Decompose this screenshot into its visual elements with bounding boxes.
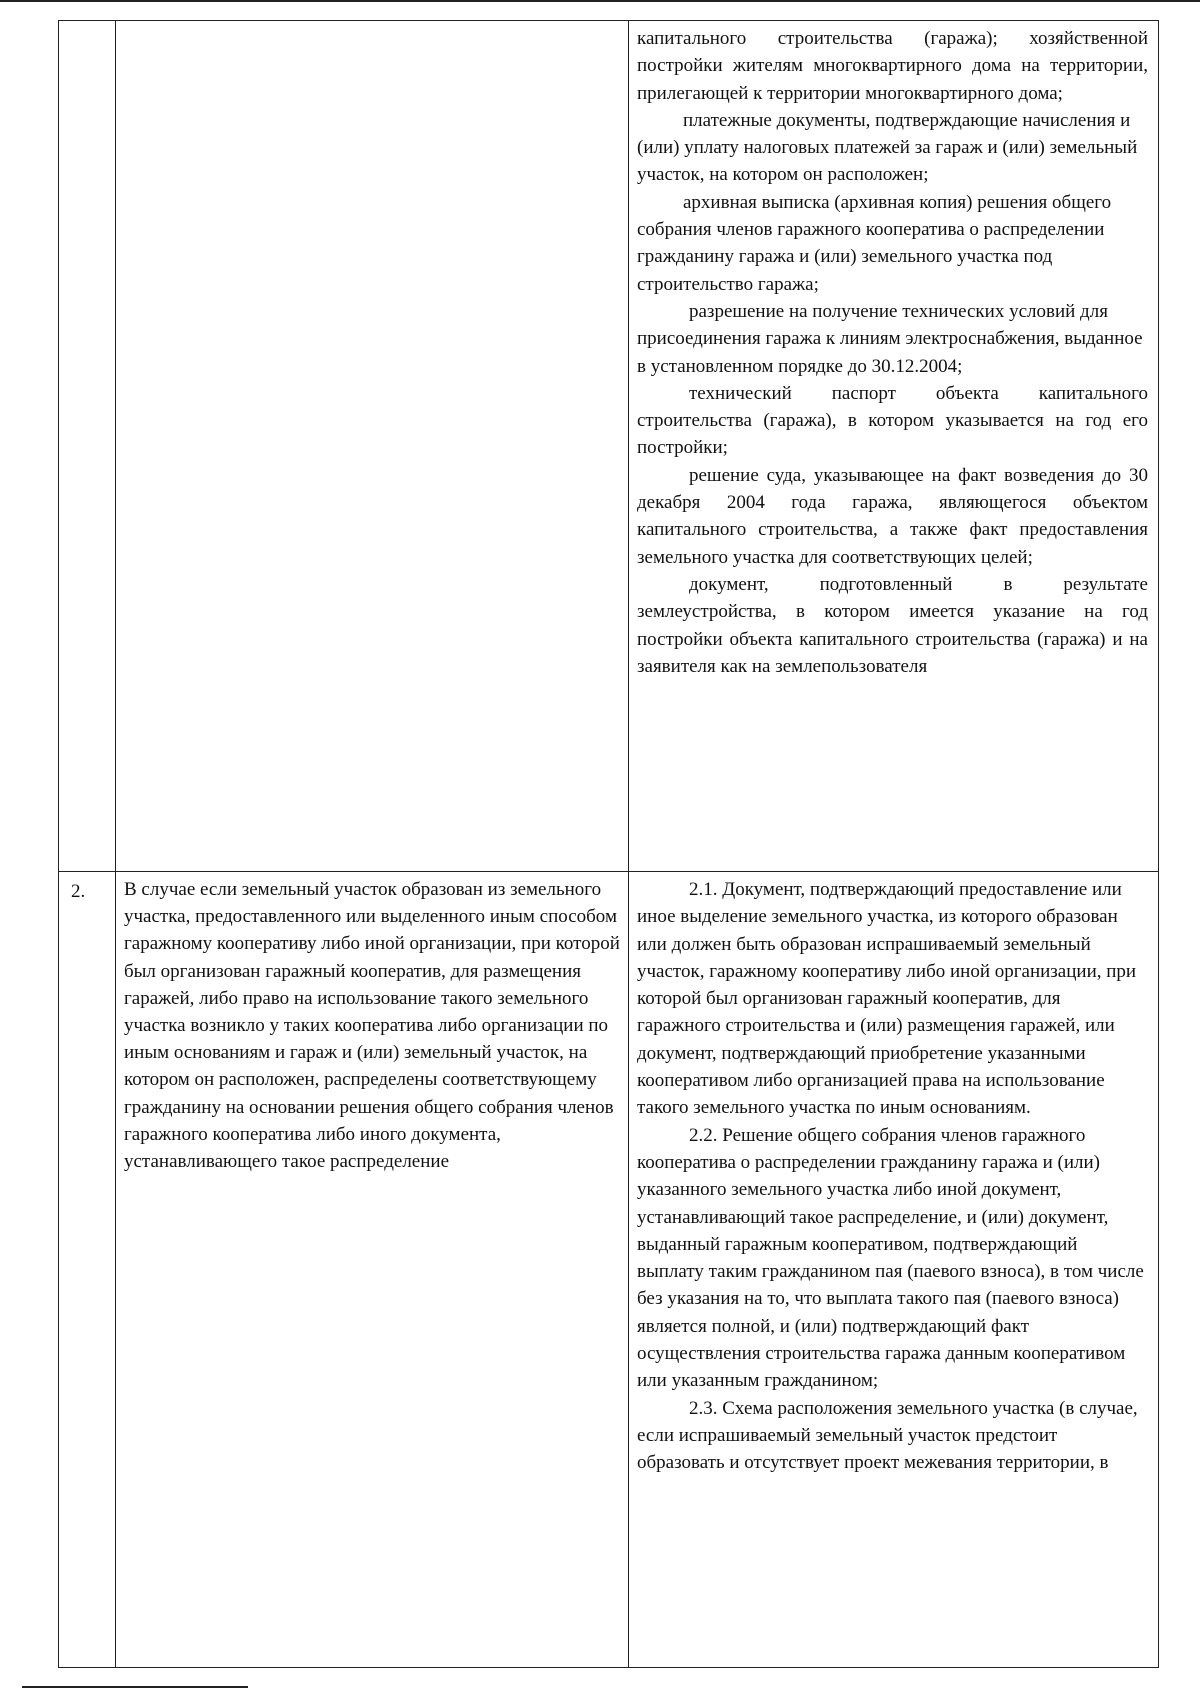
row-number [59, 21, 115, 27]
condition-cell [116, 21, 629, 872]
condition-cell [116, 872, 629, 1668]
document-item: платежные документы, подтверждающие начисления и (или) уплату налоговых платежей за гараж и (или) земельный участок, на котором он расположен; [637, 109, 1138, 186]
condition-text: В случае если земельный участок образован из земельного участка, предоставленного или выделенного иным способом гаражному кооперативу либо иной организации, при которой был организован гаражный кооператив, для размещения гаражей, либо право на использование такого земельного участка возникло у таких кооператива либо организации по иным основаниям и гараж и (или) земельный участок, на котором он расположен, распределены соответствующему гражданину на основании решения общего собрания членов гаражного кооператива либо иного документа, устанавливающего такое распределение [124, 879, 620, 1173]
row-number-cell [59, 21, 116, 872]
documents-list [629, 21, 1158, 680]
condition-text [116, 21, 628, 25]
row-number: 2. [71, 881, 86, 902]
document-item: технический паспорт объекта капитального строительства (гаража), в котором указывается на год его постройки; [637, 382, 1148, 459]
document-item: разрешение на получение технических условий для присоединения гаража к линиям электроснабжения, выданное в установленном порядке до 30.12.2004; [637, 300, 1143, 377]
document-item: 2.2. Решение общего собрания членов гаражного кооператива о распределении гражданину гаража и (или) указанного земельного участка либо иной документ, устанавливающий такое распределение, и (или) документ, выданный гаражным кооперативом, подтверждающий выплату таким гражданином пая (паевого взноса), в том числе без указания на то, что выплата такого пая (паевого взноса) является полной, и (или) подтверждающий факт осуществления строительства гаража данным кооперативом или указанным гражданином; [637, 1124, 1144, 1392]
documents-cell [629, 872, 1159, 1668]
table-row [59, 21, 1159, 872]
page-top-border [0, 0, 1200, 2]
documents-table [58, 20, 1159, 1668]
document-item: решение суда, указывающее на факт возведения до 30 декабря 2004 года гаража, являющегося объектом капитального строительства, а также факт предоставления земельного участка для соответствующих целей; [637, 464, 1148, 568]
document-item: 2.3. Схема расположения земельного участка (в случае, если испрашиваемый земельный участок предстоит образовать и отсутствует проект межевания территории, в [637, 1397, 1138, 1474]
document-item: документ, подготовленный в результате землеустройства, в котором имеется указание на год постройки объекта капитального строительства (гаража) и на заявителя как на землепользователя [637, 573, 1148, 677]
document-item: архивная выписка (архивная копия) решения общего собрания членов гаражного кооператива о распределении гражданину гаража и (или) земельного участка под строительство гаража; [637, 191, 1112, 295]
table-row [59, 872, 1159, 1668]
document-item: 2.1. Документ, подтверждающий предоставление или иное выделение земельного участка, из которого образован или должен быть образован испрашиваемый земельный участок, гаражному кооперативу либо иной организации, при которой был организован гаражный кооператив, для гаражного строительства и (или) размещения гаражей, или документ, подтверждающий приобретение указанными кооперативом либо организацией права на использование такого земельного участка по иным основаниям. [637, 879, 1137, 1119]
documents-cell [629, 21, 1159, 872]
row-number-cell [59, 872, 116, 1668]
footnote-separator [22, 1686, 248, 1688]
document-item: капитального строительства (гаража); хозяйственной постройки жителям многоквартирного дома на территории, прилегающей к территории многоквартирного дома; [637, 28, 1148, 104]
documents-list [629, 872, 1158, 1477]
